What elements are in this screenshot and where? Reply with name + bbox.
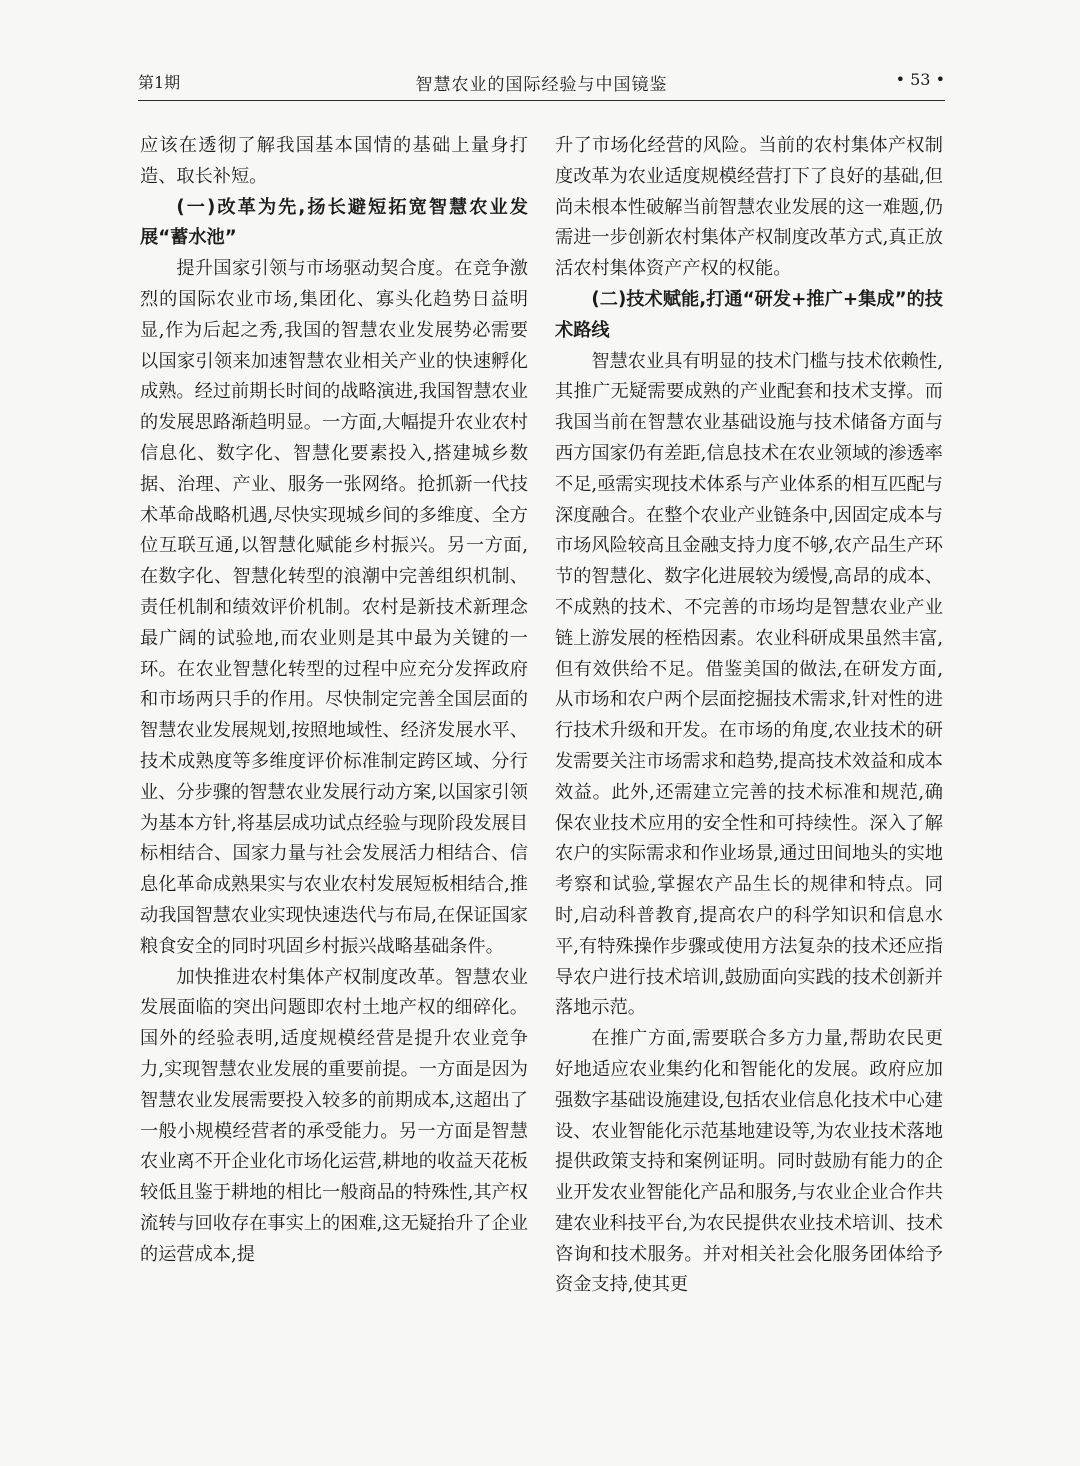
paragraph: 加快推进农村集体产权制度改革。智慧农业发展面临的突出问题即农村土地产权的细碎化。国外的经验表明,适度规模经营是提升农业竞争力,实现智慧农业发展的重要前提。一方面是因为智慧农业发展需要投入较多的前期成本,这超出了一般小规模经营者的承受能力。另一方面是智慧农业离不开企业化市场化运营,耕地的收益天花板较低且鉴于耕地的相比一般商品的特殊性,其产权流转与回收存在事实上的困难,这无疑抬升了企业的运营成本,提 bbox=[140, 966, 528, 1265]
paragraph: 智慧农业具有明显的技术门槛与技术依赖性,其推广无疑需要成熟的产业配套和技术支撑。而我国当前在智慧农业基础设施与技术储备方面与西方国家仍有差距,信息技术在农业领域的渗透率不足,亟需实现技术体系与产业体系的相互匹配与深度融合。在整个农业产业链条中,因固定成本与市场风险较高且金融支持力度不够,农产品生产环节的智慧化、数字化进展较为缓慢,高昂的成本、不成熟的技术、不完善的市场均是智慧农业产业链上游发展的桎梏因素。农业科研成果虽然丰富,但有效供给不足。借鉴美国的做法,在研发方面,从市场和农户两个层面挖掘技术需求,针对性的进行技术升级和开发。在市场的角度,农业技术的研发需要关注市场需求和趋势,提高技术效益和成本效益。此外,还需建立完善的技术标准和规范,确保农业技术应用的安全性和可持续性。深入了解农户的实际需求和作业场景,通过田间地头的实地考察和试验,掌握农产品生长的规律和特点。同时,启动科普教育,提高农户的科学知识和信息水平,有特殊操作步骤或使用方法复杂的技术还应指导农户进行技术培训,鼓励面向实践的技术创新并落地示范。 bbox=[555, 350, 943, 1019]
page-number: • 53 • bbox=[895, 70, 945, 89]
paragraph: 提升国家引领与市场驱动契合度。在竞争激烈的国际农业市场,集团化、寡头化趋势日益明显,作为后起之秀,我国的智慧农业发展势必需要以国家引领来加速智慧农业相关产业的快速孵化成熟。经过前期长时间的战略演进,我国智慧农业的发展思路渐趋明显。一方面,大幅提升农业农村信息化、数字化、智慧化要素投入,搭建城乡数据、治理、产业、服务一张网络。抢抓新一代技术革命战略机遇,尽快实现城乡间的多维度、全方位互联互通,以智慧化赋能乡村振兴。另一方面,在数字化、智慧化转型的浪潮中完善组织机制、责任机制和绩效评价机制。农村是新技术新理念最广阔的试验地,而农业则是其中最为关键的一环。在农业智慧化转型的过程中应充分发挥政府和市场两只手的作用。尽快制定完善全国层面的智慧农业发展规划,按照地域性、经济发展水平、技术成熟度等多维度评价标准制定跨区域、分行业、分步骤的智慧农业发展行动方案,以国家引领为基本方针,将基层成功试点经验与现阶段发展目标相结合、国家力量与社会发展活力相结合、信息化革命成熟果实与农业农村发展短板相结合,推动我国智慧农业实现快速迭代与布局,在保证国家粮食安全的同时巩固乡村振兴战略基础条件。 bbox=[140, 258, 528, 957]
paragraph: 在推广方面,需要联合多方力量,帮助农民更好地适应农业集约化和智能化的发展。政府应加强数字基础设施建设,包括农业信息化技术中心建设、农业智能化示范基地建设等,为农业技术落地提供政策支持和案例证明。同时鼓励有能力的企业开发农业智能化产品和服务,与农业企业合作共建农业科技平台,为农民提供农业技术培训、技术咨询和技术服务。并对相关社会化服务团体给予资金支持,使其更 bbox=[555, 1028, 943, 1296]
right-column bbox=[555, 131, 943, 1301]
left-column bbox=[140, 131, 528, 1270]
paragraph-continued: 应该在透彻了解我国基本国情的基础上量身打造、取长补短。 bbox=[140, 135, 528, 187]
section-heading-1: (一)改革为先,扬长避短拓宽智慧农业发展“蓄水池” bbox=[140, 196, 528, 249]
section-heading-2: (二)技术赋能,打通“研发+推广+集成”的技术路线 bbox=[555, 288, 943, 341]
paragraph-continued: 升了市场化经营的风险。当前的农村集体产权制度改革为农业适度规模经营打下了良好的基础,但尚未根本性破解当前智慧农业发展的这一难题,仍需进一步创新农村集体产权制度改革方式,真正放活农村集体资产产权的权能。 bbox=[555, 135, 943, 280]
running-title: 智慧农业的国际经验与中国镜鉴 bbox=[415, 75, 668, 95]
running-header bbox=[138, 66, 945, 101]
issue-label: 第1期 bbox=[138, 73, 181, 92]
